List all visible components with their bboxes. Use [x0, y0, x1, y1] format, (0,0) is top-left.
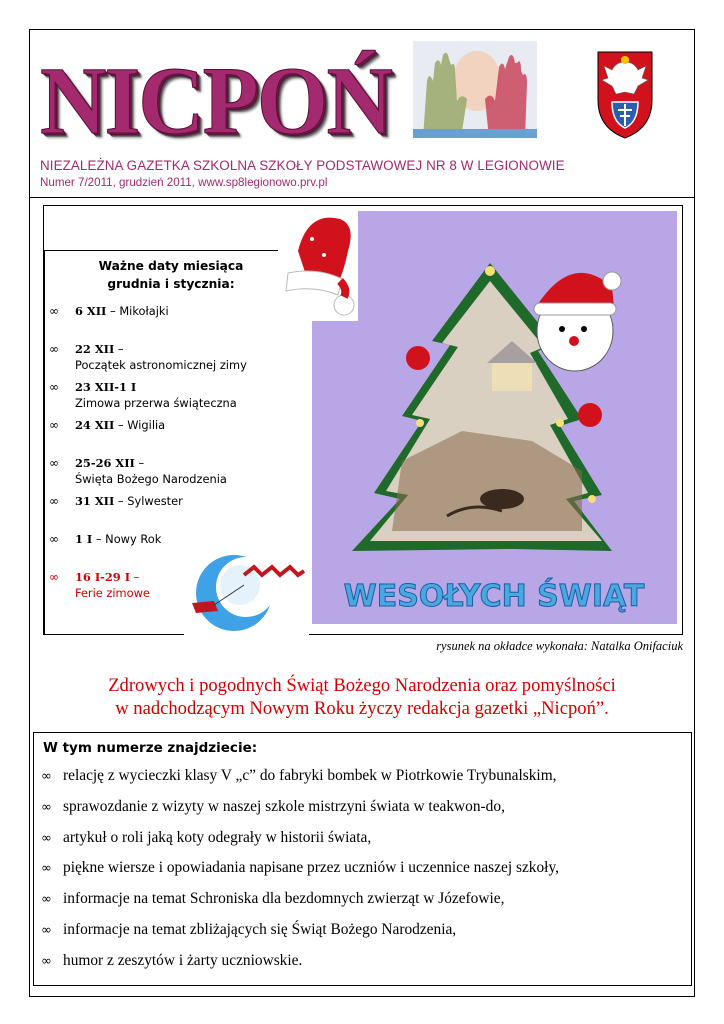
greeting-line1: Zdrowych i pogodnych Świąt Bożego Narodzenia oraz pomyślności: [108, 675, 616, 696]
date-label: 25-26 XII: [75, 456, 135, 470]
infinity-bullet-icon: ∞: [49, 418, 59, 432]
date-separator: –: [114, 342, 124, 356]
important-dates-title-line1: Ważne daty miesiąca: [98, 259, 244, 273]
holiday-greeting: [30, 674, 694, 720]
infinity-bullet-icon: ∞: [49, 380, 59, 394]
toc-item: [41, 888, 559, 919]
date-label: 24 XII: [75, 418, 115, 432]
date-description: Święta Bożego Narodzenia: [75, 472, 227, 486]
toc-item: [41, 950, 559, 981]
date-item: [49, 455, 299, 493]
infinity-bullet-icon: ∞: [49, 532, 59, 546]
greeting-line2: w nadchodzącym Nowym Roku życzy redakcja gazetki „Nicpoń”.: [115, 698, 609, 719]
hands-photo: [413, 41, 537, 138]
date-label: 16 I-29 I: [75, 570, 131, 584]
date-item: [49, 417, 299, 455]
toc-item-text: relację z wycieczki klasy V „c” do fabryki bombek w Piotrkowie Trybunalskim,: [63, 767, 557, 784]
newspaper-subtitle: NIEZALEŻNA GAZETKA SZKOLNA SZKOŁY PODSTAWOWEJ NR 8 W LEGIONOWIE: [40, 158, 565, 173]
date-item: [49, 341, 299, 379]
date-item: [49, 379, 299, 417]
date-description: Sylwester: [127, 494, 183, 508]
toc-item-text: piękne wiersze i opowiadania napisane przez uczniów i uczennice naszej szkoły,: [63, 859, 559, 877]
date-label: 22 XII: [75, 342, 115, 356]
date-separator: –: [130, 570, 140, 584]
date-description: Początek astronomicznej zimy: [75, 358, 247, 372]
date-label: 31 XII: [75, 494, 115, 508]
date-separator: –: [106, 304, 120, 318]
toc-item-text: artykuł o roli jaką koty odegrały w historii świata,: [63, 828, 372, 846]
toc-item: [41, 857, 559, 888]
date-label: 23 XII-1 I: [75, 380, 137, 394]
toc-list: [41, 765, 559, 981]
banner-text: WESOŁYCH ŚWIĄT: [343, 579, 645, 614]
infinity-bullet-icon: ∞: [49, 570, 59, 584]
infinity-bullet-icon: ∞: [41, 953, 52, 969]
date-item: [49, 493, 299, 531]
infinity-bullet-icon: ∞: [41, 861, 52, 877]
christmas-tree-illustration: [312, 211, 677, 624]
infinity-bullet-icon: ∞: [41, 799, 52, 815]
moon-sleigh-icon: [184, 545, 309, 635]
toc-item: [41, 765, 559, 796]
date-separator: –: [114, 494, 128, 508]
date-description: Zimowa przerwa świąteczna: [75, 396, 237, 410]
important-dates-title-line2: grudnia i stycznia:: [107, 277, 235, 291]
important-dates-title: [66, 257, 276, 293]
toc-item: [41, 796, 559, 827]
infinity-bullet-icon: ∞: [41, 830, 52, 846]
date-separator: –: [114, 418, 128, 432]
toc-item-text: sprawozdanie z wizyty w naszej szkole mistrzyni świata w teakwon-do,: [63, 797, 505, 815]
toc-item-text: informacje na temat zbliżających się Świąt Bożego Narodzenia,: [63, 920, 457, 938]
date-description: Nowy Rok: [105, 532, 162, 546]
toc-item-text: humor z zeszytów i żarty uczniowskie.: [63, 951, 303, 969]
infinity-bullet-icon: ∞: [49, 456, 59, 470]
masthead-title: NICPOŃ: [40, 46, 391, 154]
toc-title: W tym numerze znajdziecie:: [43, 740, 258, 756]
infinity-bullet-icon: ∞: [49, 342, 59, 356]
date-item: [49, 303, 299, 341]
date-description: Wigilia: [127, 418, 166, 432]
date-separator: –: [134, 456, 145, 470]
date-description: Ferie zimowe: [75, 586, 150, 600]
date-label: 1 I: [75, 532, 93, 546]
infinity-bullet-icon: ∞: [49, 304, 59, 318]
toc-item: [41, 827, 559, 858]
infinity-bullet-icon: ∞: [41, 922, 52, 938]
cover-caption: rysunek na okładce wykonała: Natalka Onifaciuk: [436, 639, 683, 653]
issue-info: Numer 7/2011, grudzień 2011, www.sp8legionowo.prv.pl: [40, 176, 328, 189]
date-description: Mikołajki: [119, 304, 169, 318]
infinity-bullet-icon: ∞: [41, 892, 52, 908]
date-label: 6 XII: [75, 304, 107, 318]
toc-item: [41, 919, 559, 950]
infinity-bullet-icon: ∞: [41, 769, 52, 784]
toc-item-text: informacje na temat Schroniska dla bezdomnych zwierząt w Józefowie,: [63, 890, 505, 908]
header-divider: [30, 197, 694, 198]
infinity-bullet-icon: ∞: [49, 494, 59, 508]
coat-of-arms-emblem: [594, 48, 656, 140]
date-separator: –: [92, 532, 106, 546]
